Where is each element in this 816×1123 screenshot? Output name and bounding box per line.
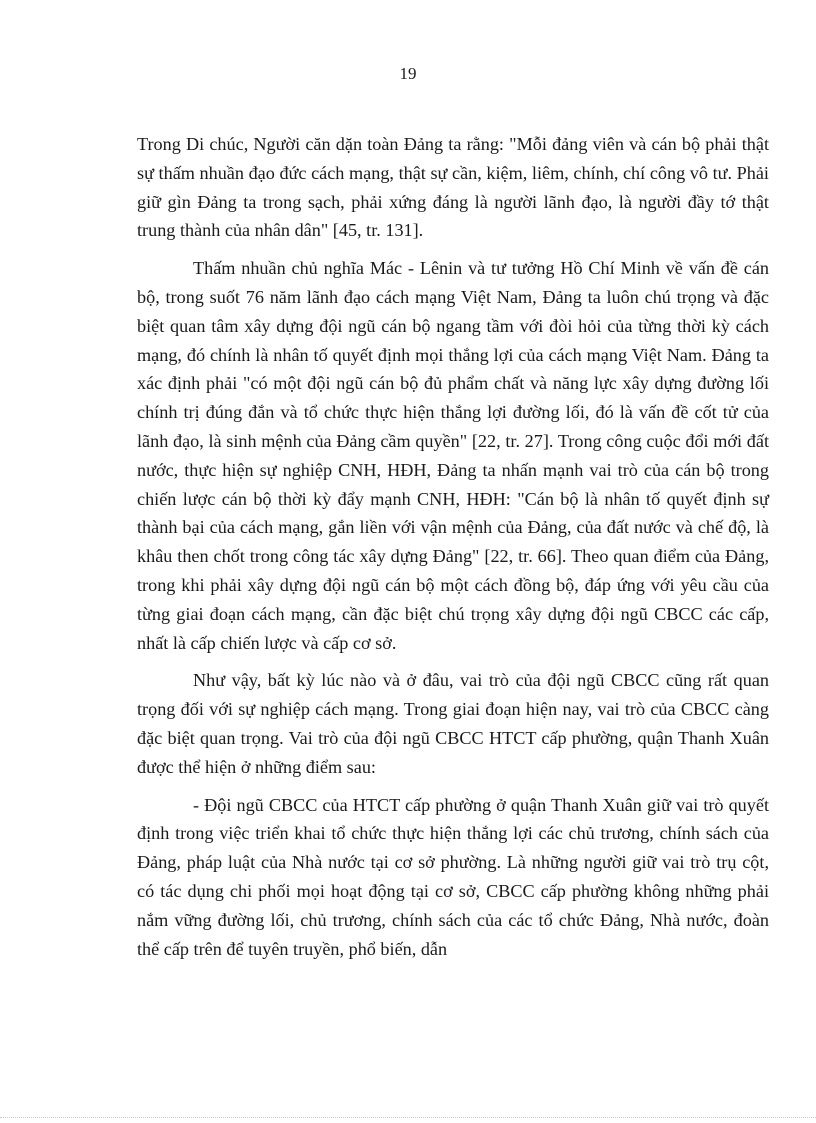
paragraph-cadre-role-point-1: - Đội ngũ CBCC của HTCT cấp phường ở quận Thanh Xuân giữ vai trò quyết định trong việc triển khai tổ chức thực hiện thắng lợi các chủ trương, chính sách của Đảng, pháp luật của Nhà nước tại cơ sở phường. Là những người giữ vai trò trụ cột, có tác dụng chi phối mọi hoạt động tại cơ sở, CBCC cấp phường không những phải nắm vững đường lối, chủ trương, chính sách của các tổ chức Đảng, Nhà nước, đoàn thể cấp trên để tuyên truyền, phổ biến, dẫn: [137, 794, 769, 959]
paragraph-testament-quote: Trong Di chúc, Người căn dặn toàn Đảng ta rằng: "Mỗi đảng viên và cán bộ phải thật sự thấm nhuần đạo đức cách mạng, thật sự cần, kiệm, liêm, chính, chí công vô tư. Phải giữ gìn Đảng ta trong sạch, phải xứng đáng là người lãnh đạo, là người đầy tớ thật trung thành của nhân dân" [45, tr. 131].: [137, 134, 769, 241]
body-text: [137, 130, 769, 972]
paragraph-party-cadre-policy: Thấm nhuần chủ nghĩa Mác - Lênin và tư tưởng Hồ Chí Minh về vấn đề cán bộ, trong suốt 76 năm lãnh đạo cách mạng Việt Nam, Đảng ta luôn chú trọng và đặc biệt quan tâm xây dựng đội ngũ cán bộ ngang tầm với đòi hỏi của từng thời kỳ cách mạng, đó chính là nhân tố quyết định mọi thắng lợi của cách mạng Việt Nam. Đảng ta xác định phải "có một đội ngũ cán bộ đủ phẩm chất và năng lực xây dựng đường lối chính trị đúng đắn và tổ chức thực hiện thắng lợi đường lối, đó là vấn đề cốt tử của lãnh đạo, là sinh mệnh của Đảng cầm quyền" [22, tr. 27]. Trong công cuộc đổi mới đất nước, thực hiện sự nghiệp CNH, HĐH, Đảng ta nhấn mạnh vai trò của cán bộ trong chiến lược cán bộ thời kỳ đẩy mạnh CNH, HĐH: "Cán bộ là nhân tố quyết định sự thành bại của cách mạng, gắn liền với vận mệnh của Đảng, của đất nước và chế độ, là khâu then chốt trong công tác xây dựng Đảng" [22, tr. 66]. Theo quan điểm của Đảng, trong khi phải xây dựng đội ngũ cán bộ một cách đồng bộ, đáp ứng với yêu cầu của từng giai đoạn cách mạng, cần đặc biệt chú trọng xây dựng đội ngũ CBCC các cấp, nhất là cấp chiến lược và cấp cơ sở.: [137, 258, 769, 653]
page-number: 19: [399, 64, 417, 83]
paragraph-cadre-role-intro: Như vậy, bất kỳ lúc nào và ở đâu, vai trò của đội ngũ CBCC cũng rất quan trọng đối với sự nghiệp cách mạng. Trong giai đoạn hiện nay, vai trò của CBCC càng đặc biệt quan trọng. Vai trò của đội ngũ CBCC HTCT cấp phường, quận Thanh Xuân được thể hiện ở những điểm sau:: [137, 670, 769, 777]
page-bottom-divider: [0, 1117, 816, 1118]
